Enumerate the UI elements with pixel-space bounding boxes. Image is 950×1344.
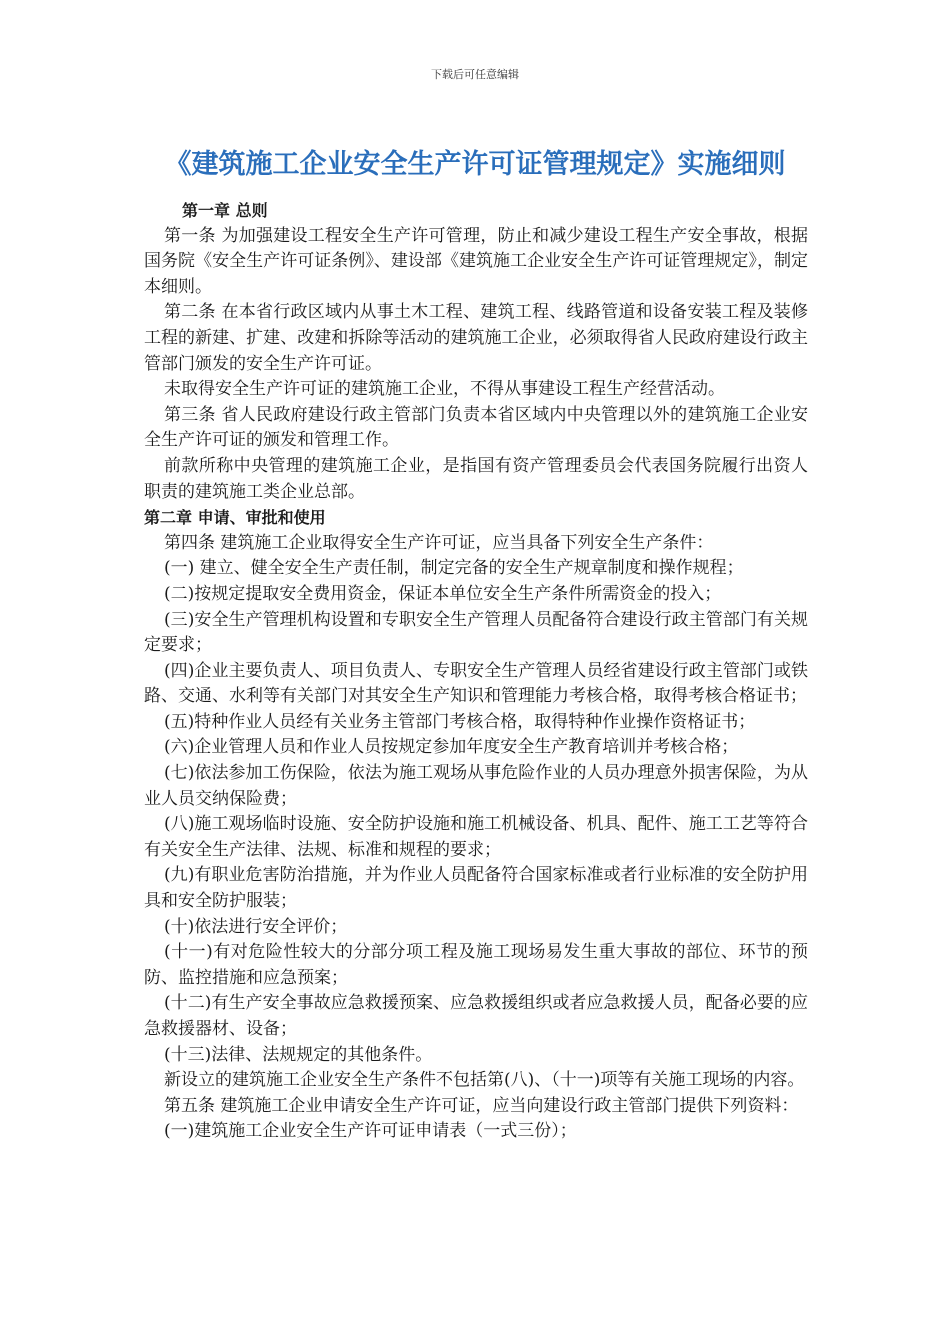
condition-item-3: (三)安全生产管理机构设置和专职安全生产管理人员配备符合建设行政主管部门有关规定要求； xyxy=(144,609,808,656)
condition-item-11: (十一)有对危险性较大的分部分项工程及施工现场易发生重大事故的部位、环节的预防、监控措施和应急预案； xyxy=(144,942,808,988)
condition-item-12: (十二)有生产安全事故应急救援预案、应急救援组织或者应急救援人员，配备必要的应急救援器材、设备； xyxy=(144,993,808,1039)
condition-item-13: (十三)法律、法规规定的其他条件。 xyxy=(164,1044,433,1065)
document-title: 《建筑施工企业安全生产许可证管理规定》实施细则 xyxy=(164,149,786,180)
article-4-paragraph-2: 新设立的建筑施工企业安全生产条件不包括第(八)、（十一)项等有关施工现场的内容。 xyxy=(164,1070,805,1091)
article-4: 第四条 建筑施工企业取得安全生产许可证，应当具备下列安全生产条件： xyxy=(164,532,714,553)
condition-item-6: (六)企业管理人员和作业人员按规定参加年度安全生产教育培训并考核合格； xyxy=(164,737,739,758)
condition-item-10: (十)依法进行安全评价； xyxy=(164,916,348,937)
chapter-heading-2: 第二章 申请、审批和使用 xyxy=(144,508,326,528)
condition-item-5: (五)特种作业人员经有关业务主管部门考核合格，取得特种作业操作资格证书； xyxy=(164,711,756,732)
document-body xyxy=(144,198,808,1145)
article-2-paragraph-2: 未取得安全生产许可证的建筑施工企业，不得从事建设工程生产经营活动。 xyxy=(164,379,725,400)
condition-item-1: (一) 建立、健全安全生产责任制，制定完备的安全生产规章制度和操作规程； xyxy=(164,558,744,579)
article-2: 第二条 在本省行政区域内从事土木工程、建筑工程、线路管道和设备安装工程及装修工程的新建、扩建、改建和拆除等活动的建筑施工企业，必须取得省人民政府建设行政主管部门颁发的安全生产许可证。 xyxy=(144,302,808,374)
article-5: 第五条 建筑施工企业申请安全生产许可证，应当向建设行政主管部门提供下列资料： xyxy=(164,1095,799,1116)
article-1: 第一条 为加强建设工程安全生产许可管理，防止和减少建设工程生产安全事故，根据国务院《安全生产许可证条例》、建设部《建筑施工企业安全生产许可证管理规定》，制定本细则。 xyxy=(144,225,808,297)
header-note: 下载后可任意编辑 xyxy=(431,68,519,81)
condition-item-7: (七)依法参加工伤保险，依法为施工观场从事危险作业的人员办理意外损害保险，为从业人员交纳保险费； xyxy=(144,763,808,809)
condition-item-9: (九)有职业危害防治措施，并为作业人员配备符合国家标准或者行业标准的安全防护用具和安全防护服装； xyxy=(144,865,808,912)
chapter-heading-1: 第一章 总则 xyxy=(182,201,268,220)
condition-item-8: (八)施工观场临时设施、安全防护设施和施工机械设备、机具、配件、施工工艺等符合有关安全生产法律、法规、标准和规程的要求； xyxy=(144,814,808,860)
document-item-1: (一)建筑施工企业安全生产许可证申请表（一式三份）； xyxy=(164,1121,577,1142)
article-3-paragraph-2: 前款所称中央管理的建筑施工企业，是指国有资产管理委员会代表国务院履行出资人职责的建筑施工类企业总部。 xyxy=(144,455,808,502)
condition-item-2: (二)按规定提取安全费用资金，保证本单位安全生产条件所需资金的投入； xyxy=(164,583,722,604)
article-3: 第三条 省人民政府建设行政主管部门负责本省区域内中央管理以外的建筑施工企业安全生产许可证的颁发和管理工作。 xyxy=(144,404,808,451)
condition-item-4: (四)企业主要负责人、项目负责人、专职安全生产管理人员经省建设行政主管部门或铁路、交通、水利等有关部门对其安全生产知识和管理能力考核合格，取得考核合格证书； xyxy=(144,660,808,707)
